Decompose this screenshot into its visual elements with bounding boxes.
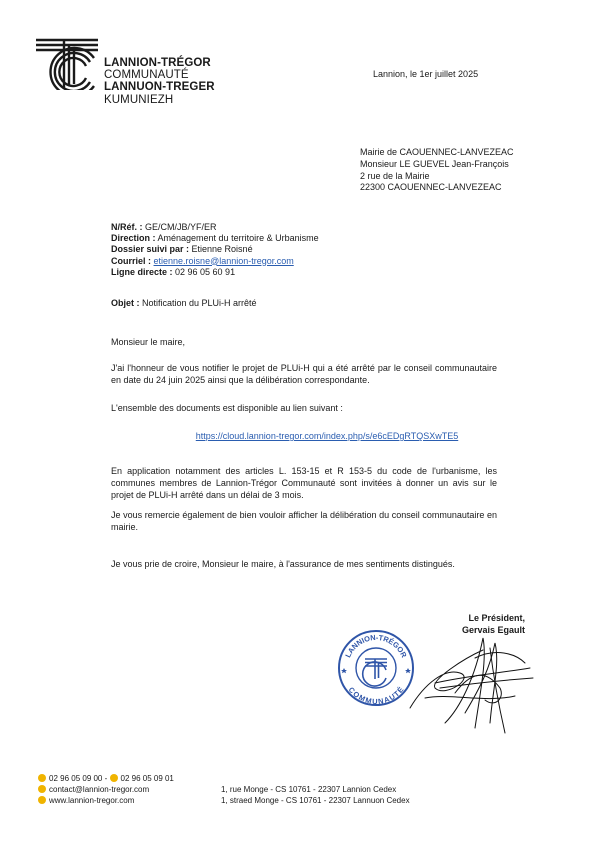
recipient-address	[360, 147, 514, 194]
paragraph-remerciement: Je vous remercie également de bien vouloir afficher la délibération du conseil communautaire en mairie.	[111, 510, 497, 532]
letter-date: Lannion, le 1er juillet 2025	[373, 69, 479, 79]
logo-line-4: KUMUNIEZH	[104, 93, 174, 106]
salutation: Monsieur le maire,	[111, 337, 186, 347]
footer-address-fr: 1, rue Monge - CS 10761 - 22307 Lannion Cedex	[221, 785, 397, 794]
official-stamp-icon	[337, 629, 415, 707]
recipient-line-1: Mairie de CAOUENNEC-LANVEZEAC	[360, 147, 514, 157]
courriel-line: Courriel : etienne.roisne@lannion-tregor.com	[111, 255, 294, 266]
lannion-tregor-logo-icon	[34, 36, 100, 90]
footer-web-link[interactable]: www.lannion-tregor.com	[49, 796, 135, 805]
paragraph-closing: Je vous prie de croire, Monsieur le maire, à l'assurance de mes sentiments distingués.	[111, 559, 455, 569]
logo-line-2: COMMUNAUTÉ	[104, 69, 189, 82]
logo-line-3: LANNUON-TREGER	[104, 81, 215, 94]
direction-line: Direction : Aménagement du territoire & Urbanisme	[111, 233, 319, 244]
documents-link-row	[111, 431, 543, 441]
ref-line: N/Réf. : GE/CM/JB/YF/ER	[111, 222, 217, 232]
paragraph-documents: L'ensemble des documents est disponible au lien suivant :	[111, 403, 343, 413]
footer-email-line	[38, 784, 174, 795]
dossier-line: Dossier suivi par : Etienne Roisné	[111, 244, 253, 255]
signatory-title: Le Président,	[468, 613, 525, 623]
signatory-name: Gervais Egault	[461, 624, 525, 635]
stamp-top-text: LANNION-TRÉGOR	[343, 632, 409, 660]
footer-email-link[interactable]: contact@lannion-tregor.com	[49, 785, 150, 794]
handwritten-signature-icon	[405, 628, 535, 738]
recipient-line-2: Monsieur LE GUEVEL Jean-François	[360, 158, 509, 169]
paragraph-notification: J'ai l'honneur de vous notifier le projet de PLUi-H qui a été arrêté par le conseil communautaire en date du 24 juin 2025 ainsi que la délibération correspondante.	[111, 363, 497, 385]
fax-icon	[110, 774, 118, 782]
footer-address	[221, 784, 410, 806]
email-link[interactable]: etienne.roisne@lannion-tregor.com	[153, 255, 294, 266]
footer-web-line	[38, 795, 174, 806]
stamp-bottom-text: COMMUNAUTÉ	[346, 685, 406, 707]
recipient-line-3: 2 rue de la Mairie	[360, 170, 430, 181]
ligne-directe-line: Ligne directe : 02 96 05 60 91	[111, 266, 236, 277]
logo-line-1: LANNION-TRÉGOR	[104, 57, 211, 69]
email-icon	[38, 785, 46, 793]
recipient-line-4: 22300 CAOUENNEC-LANVEZEAC	[360, 182, 502, 193]
footer-address-br: 1, straed Monge - CS 10761 - 22307 Lannuon Cedex	[221, 796, 410, 805]
reference-block	[111, 222, 319, 278]
footer-contact	[38, 773, 174, 806]
organization-name	[104, 57, 215, 106]
documents-link[interactable]: https://cloud.lannion-tregor.com/index.php/s/e6cEDgRTQSXwTE5	[195, 431, 459, 441]
subject-line: Objet : Notification du PLUi-H arrêté	[111, 298, 257, 308]
svg-text:LANNION-TRÉGOR	[343, 633, 409, 660]
web-icon	[38, 796, 46, 804]
footer-phone-line: 02 96 05 09 00 - 02 96 05 09 01	[38, 773, 174, 784]
paragraph-application: En application notamment des articles L. 153-15 et R 153-5 du code de l'urbanisme, les communes membres de Lannion-Trégor Communauté sont invitées à donner un avis sur le projet de PLUi-H arrêté dans un délai de 3 mois.	[111, 466, 497, 500]
phone-icon	[38, 774, 46, 782]
